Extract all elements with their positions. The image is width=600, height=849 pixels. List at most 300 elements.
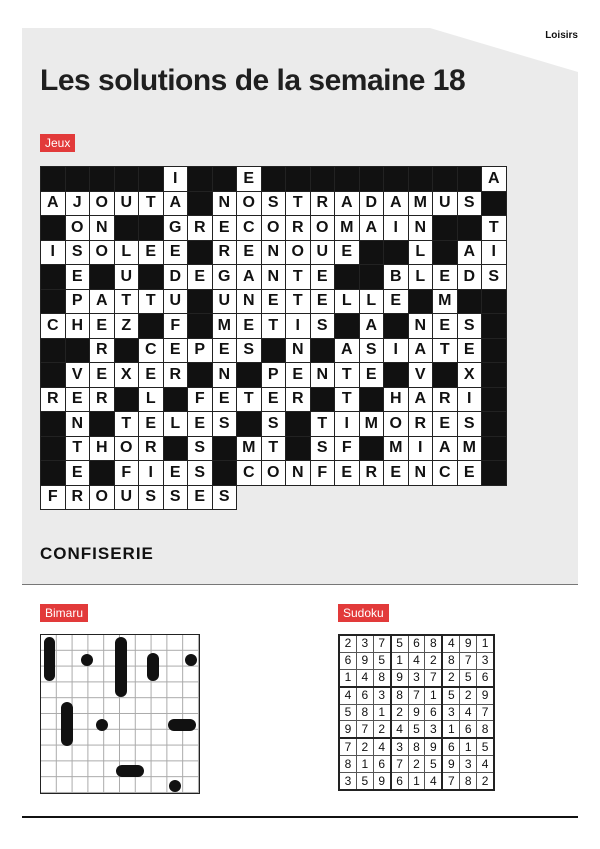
crossword-cell xyxy=(482,191,507,216)
crossword-cell: S xyxy=(457,314,482,339)
crossword-cell: T xyxy=(261,436,286,461)
crossword-cell xyxy=(90,167,115,192)
crossword-cell: I xyxy=(163,167,188,192)
crossword-cell xyxy=(433,167,458,192)
crossword-cell: A xyxy=(237,265,262,290)
crossword-cell: O xyxy=(286,240,311,265)
crossword-cell: L xyxy=(408,240,433,265)
crossword-cell: B xyxy=(384,265,409,290)
sudoku-cell: 9 xyxy=(339,721,356,738)
crossword-cell xyxy=(310,485,335,510)
crossword-cell: E xyxy=(261,387,286,412)
crossword-cell xyxy=(457,485,482,510)
crossword-cell: L xyxy=(359,289,384,314)
crossword-cell: P xyxy=(65,289,90,314)
crossword-cell: E xyxy=(237,167,262,192)
sudoku-cell: 2 xyxy=(391,704,408,721)
crossword-cell xyxy=(41,363,66,388)
ship xyxy=(147,653,159,681)
sudoku-cell: 5 xyxy=(391,635,408,652)
crossword-cell: E xyxy=(65,265,90,290)
crossword-cell: N xyxy=(286,461,311,486)
bimaru-grid xyxy=(40,634,200,794)
crossword-cell: I xyxy=(41,240,66,265)
sudoku-cell: 9 xyxy=(460,635,477,652)
crossword-cell: R xyxy=(65,485,90,510)
sudoku-cell: 3 xyxy=(425,721,442,738)
crossword-cell: T xyxy=(114,412,139,437)
crossword-cell xyxy=(90,461,115,486)
sudoku-cell: 2 xyxy=(356,738,373,755)
crossword-cell xyxy=(41,265,66,290)
sudoku-cell: 7 xyxy=(477,704,494,721)
sudoku-cell: 2 xyxy=(373,721,390,738)
crossword-cell xyxy=(482,436,507,461)
crossword-cell xyxy=(114,338,139,363)
sudoku-cell: 3 xyxy=(391,738,408,755)
crossword-cell: N xyxy=(261,265,286,290)
crossword-cell xyxy=(139,314,164,339)
crossword-cell: O xyxy=(90,240,115,265)
crossword-cell: M xyxy=(457,436,482,461)
sudoku-cell: 4 xyxy=(460,704,477,721)
crossword-cell: E xyxy=(90,363,115,388)
sudoku-cell: 6 xyxy=(339,652,356,669)
crossword-cell: O xyxy=(65,216,90,241)
crossword-cell xyxy=(261,485,286,510)
page-title: Les solutions de la semaine 18 xyxy=(40,64,466,97)
crossword-cell: S xyxy=(65,240,90,265)
sudoku-cell: 3 xyxy=(408,669,425,686)
tag-sudoku: Sudoku xyxy=(338,604,389,622)
crossword-cell: I xyxy=(335,412,360,437)
crossword-cell xyxy=(384,363,409,388)
crossword-cell xyxy=(65,338,90,363)
sudoku-cell: 7 xyxy=(339,738,356,755)
sudoku-cell: 8 xyxy=(391,687,408,704)
sudoku-cell: 6 xyxy=(442,738,459,755)
crossword-cell: M xyxy=(408,191,433,216)
sudoku-cell: 9 xyxy=(408,704,425,721)
crossword-cell: N xyxy=(286,338,311,363)
sudoku-cell: 9 xyxy=(442,756,459,773)
crossword-cell: E xyxy=(188,485,213,510)
crossword-cell: A xyxy=(359,314,384,339)
sudoku-cell: 2 xyxy=(425,652,442,669)
sudoku-cell: 2 xyxy=(460,687,477,704)
crossword-cell: S xyxy=(188,461,213,486)
sudoku-cell: 7 xyxy=(442,773,459,790)
sudoku-cell: 4 xyxy=(373,738,390,755)
crossword-cell xyxy=(286,167,311,192)
crossword-cell xyxy=(359,240,384,265)
crossword-cell: S xyxy=(261,191,286,216)
crossword-cell xyxy=(335,265,360,290)
sudoku-cell: 2 xyxy=(339,635,356,652)
ship xyxy=(116,765,144,777)
crossword-grid xyxy=(40,166,507,510)
crossword-cell: L xyxy=(335,289,360,314)
sudoku-cell: 2 xyxy=(442,669,459,686)
crossword-cell: A xyxy=(433,436,458,461)
crossword-cell: R xyxy=(90,387,115,412)
crossword-cell xyxy=(457,167,482,192)
tag-jeux: Jeux xyxy=(40,134,75,152)
crossword-cell: T xyxy=(335,363,360,388)
crossword-cell: A xyxy=(408,387,433,412)
sudoku-cell: 3 xyxy=(477,652,494,669)
ship xyxy=(61,702,73,746)
crossword-cell: E xyxy=(188,412,213,437)
sudoku-cell: 5 xyxy=(442,687,459,704)
sudoku-cell: 8 xyxy=(477,721,494,738)
crossword-cell: E xyxy=(163,240,188,265)
crossword-cell: E xyxy=(433,314,458,339)
crossword-cell: U xyxy=(163,289,188,314)
crossword-cell xyxy=(41,436,66,461)
crossword-cell: X xyxy=(114,363,139,388)
crossword-cell: R xyxy=(41,387,66,412)
crossword-cell: A xyxy=(384,191,409,216)
crossword-cell: O xyxy=(237,191,262,216)
crossword-cell: T xyxy=(433,338,458,363)
crossword-cell: O xyxy=(114,436,139,461)
crossword-cell: E xyxy=(286,363,311,388)
crossword-cell xyxy=(359,167,384,192)
sudoku-cell: 1 xyxy=(425,687,442,704)
crossword-cell xyxy=(261,167,286,192)
crossword-cell xyxy=(310,338,335,363)
crossword-cell: E xyxy=(212,338,237,363)
crossword-cell: H xyxy=(65,314,90,339)
ship xyxy=(185,654,197,666)
crossword-cell: N xyxy=(90,216,115,241)
crossword-cell: E xyxy=(457,461,482,486)
section-label: Loisirs xyxy=(545,30,578,41)
crossword-cell: S xyxy=(163,485,188,510)
sudoku-cell: 2 xyxy=(477,773,494,790)
crossword-cell: O xyxy=(90,191,115,216)
crossword-cell: N xyxy=(408,314,433,339)
crossword-cell: S xyxy=(188,436,213,461)
crossword-cell: M xyxy=(237,436,262,461)
crossword-cell xyxy=(384,314,409,339)
sudoku-cell: 3 xyxy=(339,773,356,790)
crossword-cell: F xyxy=(335,436,360,461)
sudoku-cell: 8 xyxy=(425,635,442,652)
crossword-cell xyxy=(41,289,66,314)
crossword-cell xyxy=(359,387,384,412)
sudoku-cell: 1 xyxy=(442,721,459,738)
crossword-cell: N xyxy=(237,289,262,314)
sudoku-cell: 9 xyxy=(373,773,390,790)
crossword-cell xyxy=(359,265,384,290)
crossword-cell: T xyxy=(286,191,311,216)
crossword-cell: I xyxy=(139,461,164,486)
crossword-cell: A xyxy=(335,191,360,216)
crossword-cell: T xyxy=(65,436,90,461)
sudoku-cell: 4 xyxy=(408,652,425,669)
crossword-cell: E xyxy=(139,240,164,265)
sudoku-cell: 4 xyxy=(442,635,459,652)
crossword-cell: M xyxy=(335,216,360,241)
ship xyxy=(96,719,108,731)
crossword-cell: L xyxy=(408,265,433,290)
sudoku-cell: 4 xyxy=(477,756,494,773)
crossword-cell: G xyxy=(163,216,188,241)
crossword-cell: R xyxy=(139,436,164,461)
crossword-cell: F xyxy=(163,314,188,339)
crossword-cell: P xyxy=(188,338,213,363)
crossword-cell: M xyxy=(359,412,384,437)
crossword-cell xyxy=(384,167,409,192)
crossword-cell: U xyxy=(114,485,139,510)
crossword-cell xyxy=(335,485,360,510)
crossword-cell xyxy=(41,338,66,363)
crossword-cell: Z xyxy=(114,314,139,339)
crossword-cell xyxy=(457,216,482,241)
crossword-cell: C xyxy=(433,461,458,486)
crossword-cell: M xyxy=(433,289,458,314)
crossword-cell: F xyxy=(188,387,213,412)
sudoku-cell: 9 xyxy=(477,687,494,704)
crossword-cell: C xyxy=(237,461,262,486)
crossword-cell xyxy=(359,436,384,461)
crossword-cell xyxy=(65,167,90,192)
crossword-cell: S xyxy=(359,338,384,363)
crossword-cell: R xyxy=(433,387,458,412)
sudoku-cell: 3 xyxy=(442,704,459,721)
crossword-cell: U xyxy=(114,191,139,216)
crossword-cell: T xyxy=(286,265,311,290)
crossword-cell xyxy=(310,167,335,192)
crossword-cell: G xyxy=(212,265,237,290)
crossword-cell: R xyxy=(359,461,384,486)
crossword-cell: A xyxy=(359,216,384,241)
crossword-cell xyxy=(41,216,66,241)
crossword-cell xyxy=(237,412,262,437)
crossword-cell xyxy=(188,314,213,339)
sudoku-cell: 1 xyxy=(339,669,356,686)
crossword-cell xyxy=(482,485,507,510)
crossword-cell xyxy=(237,485,262,510)
crossword-cell: P xyxy=(261,363,286,388)
crossword-cell: T xyxy=(286,289,311,314)
crossword-cell: N xyxy=(408,216,433,241)
crossword-cell: S xyxy=(139,485,164,510)
crossword-cell xyxy=(163,436,188,461)
sudoku-cell: 7 xyxy=(460,652,477,669)
crossword-cell: A xyxy=(335,338,360,363)
crossword-cell: O xyxy=(310,216,335,241)
crossword-cell: U xyxy=(212,289,237,314)
crossword-cell: E xyxy=(237,314,262,339)
sudoku-cell: 2 xyxy=(408,756,425,773)
sudoku-cell: 7 xyxy=(391,756,408,773)
crossword-cell: V xyxy=(408,363,433,388)
ship xyxy=(81,654,93,666)
crossword-cell xyxy=(433,485,458,510)
crossword-cell: A xyxy=(457,240,482,265)
sudoku-cell: 6 xyxy=(477,669,494,686)
crossword-cell xyxy=(482,363,507,388)
crossword-cell: T xyxy=(237,387,262,412)
ship xyxy=(168,719,196,731)
crossword-cell: C xyxy=(41,314,66,339)
crossword-cell: N xyxy=(261,240,286,265)
crossword-cell: S xyxy=(212,485,237,510)
crossword-cell xyxy=(359,485,384,510)
crossword-cell: E xyxy=(163,338,188,363)
crossword-cell: E xyxy=(335,240,360,265)
crossword-cell: S xyxy=(310,314,335,339)
crossword-cell xyxy=(408,289,433,314)
crossword-cell xyxy=(433,240,458,265)
crossword-cell: V xyxy=(65,363,90,388)
crossword-cell: E xyxy=(65,461,90,486)
sudoku-cell: 3 xyxy=(373,687,390,704)
crossword-cell: T xyxy=(114,289,139,314)
crossword-cell: E xyxy=(163,461,188,486)
crossword-cell: R xyxy=(90,338,115,363)
crossword-cell: E xyxy=(65,387,90,412)
sudoku-cell: 7 xyxy=(408,687,425,704)
crossword-cell: N xyxy=(212,363,237,388)
crossword-cell xyxy=(139,216,164,241)
crossword-cell xyxy=(212,436,237,461)
crossword-cell: R xyxy=(286,216,311,241)
crossword-cell: R xyxy=(286,387,311,412)
divider xyxy=(22,584,578,585)
crossword-cell: D xyxy=(359,191,384,216)
sudoku-cell: 8 xyxy=(442,652,459,669)
crossword-cell: T xyxy=(139,289,164,314)
bottom-rule xyxy=(22,816,578,818)
crossword-cell xyxy=(114,167,139,192)
crossword-cell: H xyxy=(384,387,409,412)
sudoku-cell: 8 xyxy=(339,756,356,773)
crossword-cell xyxy=(90,412,115,437)
sudoku-cell: 1 xyxy=(460,738,477,755)
sudoku-cell: 6 xyxy=(425,704,442,721)
crossword-cell: R xyxy=(163,363,188,388)
sudoku-cell: 8 xyxy=(356,704,373,721)
crossword-cell: A xyxy=(41,191,66,216)
crossword-cell xyxy=(139,265,164,290)
sudoku-cell: 7 xyxy=(425,669,442,686)
crossword-cell: L xyxy=(139,387,164,412)
crossword-cell xyxy=(163,387,188,412)
tag-bimaru: Bimaru xyxy=(40,604,88,622)
sudoku-cell: 1 xyxy=(356,756,373,773)
crossword-cell: I xyxy=(408,436,433,461)
crossword-cell xyxy=(188,167,213,192)
crossword-cell: S xyxy=(261,412,286,437)
crossword-cell: M xyxy=(384,436,409,461)
crossword-cell: E xyxy=(335,461,360,486)
crossword-cell xyxy=(482,412,507,437)
crossword-cell xyxy=(408,167,433,192)
sudoku-cell: 7 xyxy=(373,635,390,652)
sudoku-cell: 8 xyxy=(460,773,477,790)
crossword-cell xyxy=(482,289,507,314)
crossword-cell: E xyxy=(457,338,482,363)
crossword-cell xyxy=(335,314,360,339)
crossword-cell xyxy=(188,240,213,265)
crossword-cell: S xyxy=(237,338,262,363)
crossword-cell xyxy=(335,167,360,192)
sudoku-cell: 4 xyxy=(356,669,373,686)
crossword-cell: E xyxy=(212,387,237,412)
crossword-cell: N xyxy=(212,191,237,216)
crossword-cell: F xyxy=(41,485,66,510)
crossword-cell: S xyxy=(482,265,507,290)
crossword-cell: O xyxy=(261,461,286,486)
crossword-cell: O xyxy=(90,485,115,510)
sudoku-grid xyxy=(338,634,495,791)
crossword-cell: T xyxy=(261,314,286,339)
crossword-cell xyxy=(482,461,507,486)
crossword-cell xyxy=(433,363,458,388)
sudoku-cell: 6 xyxy=(373,756,390,773)
crossword-cell: E xyxy=(310,265,335,290)
crossword-cell: E xyxy=(90,314,115,339)
crossword-cell: I xyxy=(384,338,409,363)
sudoku-cell: 7 xyxy=(356,721,373,738)
crossword-cell: E xyxy=(433,265,458,290)
crossword-cell: S xyxy=(212,412,237,437)
crossword-cell: A xyxy=(408,338,433,363)
crossword-cell xyxy=(286,485,311,510)
crossword-cell: F xyxy=(114,461,139,486)
crossword-cell: E xyxy=(384,461,409,486)
crossword-cell: D xyxy=(457,265,482,290)
crossword-cell: T xyxy=(310,412,335,437)
crossword-cell: E xyxy=(359,363,384,388)
crossword-cell xyxy=(408,485,433,510)
sudoku-cell: 9 xyxy=(391,669,408,686)
sudoku-cell: 9 xyxy=(425,738,442,755)
answer-word: CONFISERIE xyxy=(40,544,154,563)
crossword-cell xyxy=(457,289,482,314)
crossword-cell: S xyxy=(457,412,482,437)
crossword-cell: A xyxy=(90,289,115,314)
sudoku-cell: 4 xyxy=(391,721,408,738)
sudoku-cell: 3 xyxy=(356,635,373,652)
crossword-cell xyxy=(139,167,164,192)
sudoku-cell: 6 xyxy=(356,687,373,704)
sudoku-cell: 3 xyxy=(460,756,477,773)
crossword-cell xyxy=(237,363,262,388)
sudoku-cell: 8 xyxy=(408,738,425,755)
sudoku-cell: 6 xyxy=(460,721,477,738)
crossword-cell: E xyxy=(310,289,335,314)
crossword-cell xyxy=(384,240,409,265)
crossword-cell: N xyxy=(310,363,335,388)
crossword-cell xyxy=(41,412,66,437)
sudoku-cell: 5 xyxy=(477,738,494,755)
crossword-cell: H xyxy=(90,436,115,461)
crossword-cell: F xyxy=(310,461,335,486)
crossword-cell xyxy=(212,461,237,486)
crossword-cell xyxy=(482,338,507,363)
crossword-cell: O xyxy=(261,216,286,241)
crossword-cell xyxy=(286,412,311,437)
sudoku-cell: 5 xyxy=(373,652,390,669)
crossword-cell xyxy=(41,461,66,486)
crossword-cell: T xyxy=(482,216,507,241)
crossword-cell: E xyxy=(139,363,164,388)
